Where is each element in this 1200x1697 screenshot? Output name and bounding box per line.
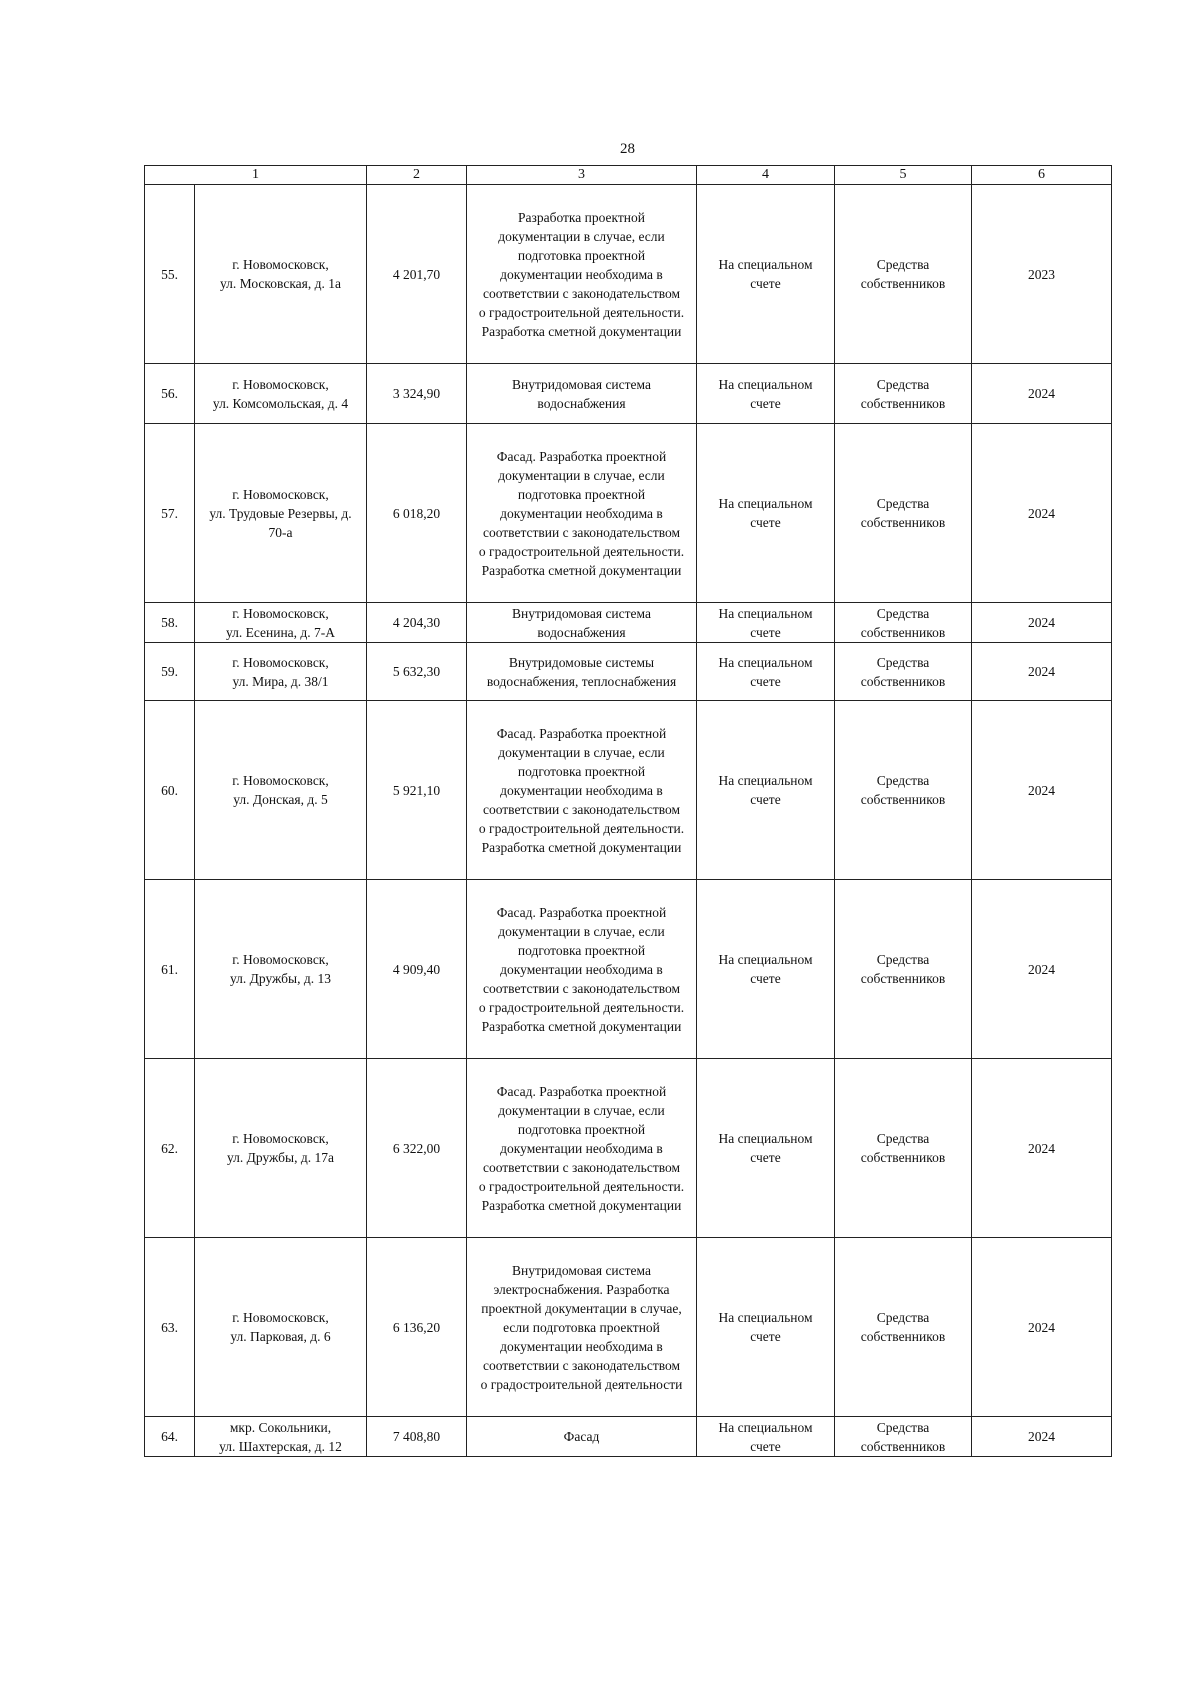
address-cell [195, 603, 367, 643]
column-header: 3 [467, 166, 697, 185]
area-cell [367, 364, 467, 424]
work-description-line: Фасад. Разработка проектной [496, 725, 667, 741]
funding-source-line: собственников [860, 673, 946, 689]
year-cell [972, 643, 1112, 701]
funding-source-line: собственников [860, 624, 946, 640]
work-description-line: Разработка сметной документации [481, 1197, 682, 1213]
column-header: 5 [835, 166, 972, 185]
address-line: ул. Дружбы, д. 17а [227, 1150, 334, 1165]
account-line: На специальном [718, 654, 813, 670]
funding-source-line: собственников [860, 395, 946, 411]
account-line: счете [750, 1438, 781, 1454]
work-description-line: Внутридомовая система [512, 376, 651, 392]
address-line: г. Новомосковск, [232, 486, 329, 502]
row-number-text: 59. [161, 664, 178, 679]
table-row [145, 603, 1112, 643]
address-line: ул. Донская, д. 5 [233, 792, 328, 807]
work-description-line: соответствии с законодательством [482, 801, 681, 817]
table-row [145, 424, 1112, 603]
row-number-text: 63. [161, 1319, 178, 1335]
account-cell [697, 880, 835, 1059]
funding-source-line: Средства [876, 376, 930, 392]
account-line: счете [750, 1329, 781, 1344]
page-number: 28 [620, 141, 635, 157]
work-description-line: Внутридомовые системы [508, 654, 655, 670]
account-cell [697, 643, 835, 701]
table-row [145, 701, 1112, 880]
year-value: 2024 [1028, 505, 1055, 521]
row-number-text: 58. [161, 615, 178, 630]
work-description-line: о градостроительной деятельности. [478, 1178, 685, 1194]
area-cell [367, 1417, 467, 1457]
funding-source-line: Средства [876, 952, 930, 967]
area-cell [367, 1238, 467, 1417]
year-value: 2024 [1028, 664, 1055, 679]
work-description-line: документации в случае, если [498, 744, 665, 760]
account-line: счете [750, 673, 781, 689]
work-description-line: документации необходима в [500, 1140, 663, 1156]
row-number [145, 603, 195, 643]
row-number-text: 61. [161, 961, 178, 977]
area-cell [367, 424, 467, 603]
funding-source-line: собственников [860, 1150, 946, 1165]
work-description-line: документации в случае, если [498, 923, 665, 939]
address-line: г. Новомосковск, [232, 376, 329, 392]
account-line: счете [750, 624, 781, 640]
work-description-line: документации необходима в [500, 505, 663, 521]
work-description-line: Разработка сметной документации [481, 839, 682, 855]
work-description-cell [467, 643, 697, 701]
address-line: г. Новомосковск, [232, 1131, 329, 1146]
work-description-line: Разработка проектной [518, 209, 645, 225]
account-line: На специальном [718, 257, 813, 272]
funding-source-cell [835, 1238, 972, 1417]
address-line: г. Новомосковск, [232, 654, 329, 670]
year-value: 2024 [1028, 386, 1055, 401]
year-value: 2023 [1028, 266, 1055, 282]
work-description-cell [467, 1238, 697, 1417]
account-line: счете [750, 515, 781, 530]
work-description-line: Фасад. Разработка проектной [496, 448, 667, 464]
area-cell [367, 880, 467, 1059]
account-line: счете [750, 395, 781, 411]
year-cell [972, 1417, 1112, 1457]
funding-source-line: собственников [860, 792, 946, 807]
address-cell [195, 424, 367, 603]
address-cell [195, 1059, 367, 1238]
account-line: На специальном [718, 1310, 813, 1325]
funding-source-cell [835, 1417, 972, 1457]
work-description-cell [467, 1417, 697, 1457]
work-description-line: соответствии с законодательством [482, 524, 681, 540]
area-value: 5 921,10 [392, 782, 441, 798]
table-row [145, 185, 1112, 364]
address-line: ул. Шахтерская, д. 12 [219, 1438, 342, 1454]
address-cell [195, 643, 367, 701]
work-description-line: документации в случае, если [498, 467, 665, 483]
funding-source-cell [835, 185, 972, 364]
address-line: г. Новомосковск, [232, 605, 329, 621]
area-value: 3 324,90 [392, 386, 441, 401]
funding-source-cell [835, 424, 972, 603]
funding-source-cell [835, 603, 972, 643]
address-line: ул. Комсомольская, д. 4 [212, 395, 349, 411]
row-number [145, 1417, 195, 1457]
area-cell [367, 185, 467, 364]
year-cell [972, 701, 1112, 880]
work-description-line: Внутридомовая система [512, 605, 651, 621]
work-description-line: Фасад [563, 1429, 600, 1444]
address-line: г. Новомосковск, [232, 1310, 329, 1325]
address-line: ул. Мира, д. 38/1 [232, 673, 329, 689]
account-cell [697, 1059, 835, 1238]
row-number-text: 60. [161, 782, 178, 798]
account-cell [697, 1238, 835, 1417]
work-description-line: документации в случае, если [498, 1102, 665, 1118]
address-line: мкр. Сокольники, [229, 1419, 332, 1435]
funding-source-line: собственников [860, 515, 946, 530]
work-description-line: Внутридомовая система [512, 1262, 651, 1278]
work-description-line: Разработка сметной документации [481, 1018, 682, 1034]
funding-source-cell [835, 701, 972, 880]
area-value: 4 204,30 [392, 615, 441, 630]
work-description-line: подготовка проектной [517, 942, 646, 958]
header-row [145, 166, 1112, 185]
area-cell [367, 603, 467, 643]
funding-source-line: Средства [876, 605, 930, 621]
row-number-text: 62. [161, 1140, 178, 1156]
address-line: ул. Дружбы, д. 13 [230, 971, 331, 986]
account-line: На специальном [718, 773, 813, 788]
work-description-line: соответствии с законодательством [482, 1357, 681, 1373]
funding-source-line: собственников [860, 1329, 946, 1344]
funding-source-line: Средства [876, 1419, 930, 1435]
work-description-cell [467, 185, 697, 364]
account-line: На специальном [718, 376, 813, 392]
row-number [145, 424, 195, 603]
work-description-line: документации в случае, если [498, 228, 665, 244]
area-value: 7 408,80 [392, 1429, 441, 1444]
address-cell [195, 880, 367, 1059]
work-description-line: о градостроительной деятельности. [478, 999, 685, 1015]
funding-source-line: Средства [876, 773, 930, 788]
column-header: 6 [972, 166, 1112, 185]
year-value: 2024 [1028, 615, 1055, 630]
work-description-cell [467, 1059, 697, 1238]
row-number [145, 185, 195, 364]
work-description-cell [467, 880, 697, 1059]
account-line: счете [750, 792, 781, 807]
account-cell [697, 364, 835, 424]
account-cell [697, 185, 835, 364]
work-description-line: документации необходима в [500, 961, 663, 977]
address-line: г. Новомосковск, [232, 257, 329, 272]
row-number [145, 701, 195, 880]
table-row [145, 1059, 1112, 1238]
work-description-line: Фасад. Разработка проектной [496, 904, 667, 920]
work-description-line: Разработка сметной документации [481, 323, 682, 339]
work-description-line: подготовка проектной [517, 1121, 646, 1137]
work-description-cell [467, 603, 697, 643]
row-number [145, 364, 195, 424]
work-description-line: электроснабжения. Разработка [493, 1281, 670, 1297]
row-number-text: 55. [161, 266, 178, 282]
work-description-line: подготовка проектной [517, 486, 646, 502]
funding-source-cell [835, 364, 972, 424]
year-value: 2024 [1028, 782, 1055, 798]
column-header: 1 [145, 166, 367, 185]
account-cell [697, 424, 835, 603]
address-cell [195, 1238, 367, 1417]
table-row [145, 1238, 1112, 1417]
area-value: 4 909,40 [392, 961, 441, 977]
year-cell [972, 603, 1112, 643]
work-description-line: водоснабжения [537, 624, 626, 640]
year-cell [972, 880, 1112, 1059]
table-row [145, 643, 1112, 701]
work-description-cell [467, 424, 697, 603]
account-line: На специальном [718, 1419, 813, 1435]
year-value: 2024 [1028, 1140, 1055, 1156]
address-line: 70-а [268, 524, 293, 540]
account-line: На специальном [718, 605, 813, 621]
row-number [145, 1059, 195, 1238]
works-table [144, 165, 1112, 1457]
area-cell [367, 701, 467, 880]
work-description-line: если подготовка проектной [503, 1319, 660, 1335]
year-cell [972, 1059, 1112, 1238]
row-number-text: 56. [161, 386, 178, 401]
area-value: 6 018,20 [392, 505, 441, 521]
year-cell [972, 364, 1112, 424]
address-cell [195, 1417, 367, 1457]
address-line: ул. Трудовые Резервы, д. [209, 505, 352, 521]
funding-source-line: Средства [876, 1131, 930, 1146]
area-value: 5 632,30 [392, 664, 441, 679]
work-description-line: документации необходима в [500, 782, 663, 798]
year-value: 2024 [1028, 1319, 1055, 1335]
account-cell [697, 1417, 835, 1457]
row-number [145, 643, 195, 701]
address-line: ул. Парковая, д. 6 [230, 1329, 331, 1344]
account-cell [697, 603, 835, 643]
work-description-line: водоснабжения, теплоснабжения [486, 673, 677, 689]
address-cell [195, 185, 367, 364]
funding-source-line: Средства [876, 1310, 930, 1325]
funding-source-line: Средства [876, 654, 930, 670]
work-description-line: проектной документации в случае, [481, 1300, 682, 1316]
row-number-text: 57. [161, 505, 178, 521]
table-row [145, 880, 1112, 1059]
funding-source-cell [835, 1059, 972, 1238]
table-row [145, 1417, 1112, 1457]
area-value: 4 201,70 [392, 266, 441, 282]
work-description-line: соответствии с законодательством [482, 1159, 681, 1175]
column-header: 2 [367, 166, 467, 185]
work-description-line: о градостроительной деятельности. [478, 820, 685, 836]
work-description-line: подготовка проектной [517, 763, 646, 779]
year-value: 2024 [1028, 961, 1055, 977]
account-line: На специальном [718, 952, 813, 967]
work-description-line: о градостроительной деятельности. [478, 543, 685, 559]
row-number-text: 64. [161, 1429, 178, 1444]
funding-source-cell [835, 880, 972, 1059]
area-cell [367, 1059, 467, 1238]
area-cell [367, 643, 467, 701]
funding-source-line: Средства [876, 257, 930, 272]
work-description-line: о градостроительной деятельности. [478, 304, 685, 320]
address-line: г. Новомосковск, [232, 952, 329, 967]
address-line: ул. Московская, д. 1а [220, 276, 341, 291]
column-header: 4 [697, 166, 835, 185]
row-number [145, 880, 195, 1059]
funding-source-cell [835, 643, 972, 701]
year-cell [972, 424, 1112, 603]
work-description-cell [467, 701, 697, 880]
row-number [145, 1238, 195, 1417]
account-cell [697, 701, 835, 880]
work-description-line: Разработка сметной документации [481, 562, 682, 578]
year-value: 2024 [1028, 1429, 1055, 1444]
work-description-line: о градостроительной деятельности [480, 1376, 683, 1392]
address-cell [195, 701, 367, 880]
work-description-line: документации необходима в [500, 1338, 663, 1354]
account-line: На специальном [718, 496, 813, 511]
area-value: 6 136,20 [392, 1319, 441, 1335]
address-cell [195, 364, 367, 424]
year-cell [972, 185, 1112, 364]
funding-source-line: собственников [860, 276, 946, 291]
account-line: счете [750, 1150, 781, 1165]
address-line: ул. Есенина, д. 7-А [225, 624, 336, 640]
work-description-line: соответствии с законодательством [482, 980, 681, 996]
work-description-cell [467, 364, 697, 424]
work-description-line: водоснабжения [537, 395, 626, 411]
table-row [145, 364, 1112, 424]
work-description-line: документации необходима в [500, 266, 663, 282]
funding-source-line: Средства [876, 496, 930, 511]
account-line: На специальном [718, 1131, 813, 1146]
work-description-line: соответствии с законодательством [482, 285, 681, 301]
year-cell [972, 1238, 1112, 1417]
address-line: г. Новомосковск, [232, 773, 329, 788]
work-description-line: подготовка проектной [517, 247, 646, 263]
funding-source-line: собственников [860, 1438, 946, 1454]
funding-source-line: собственников [860, 971, 946, 986]
account-line: счете [750, 276, 781, 291]
account-line: счете [750, 971, 781, 986]
area-value: 6 322,00 [392, 1140, 441, 1156]
work-description-line: Фасад. Разработка проектной [496, 1083, 667, 1099]
